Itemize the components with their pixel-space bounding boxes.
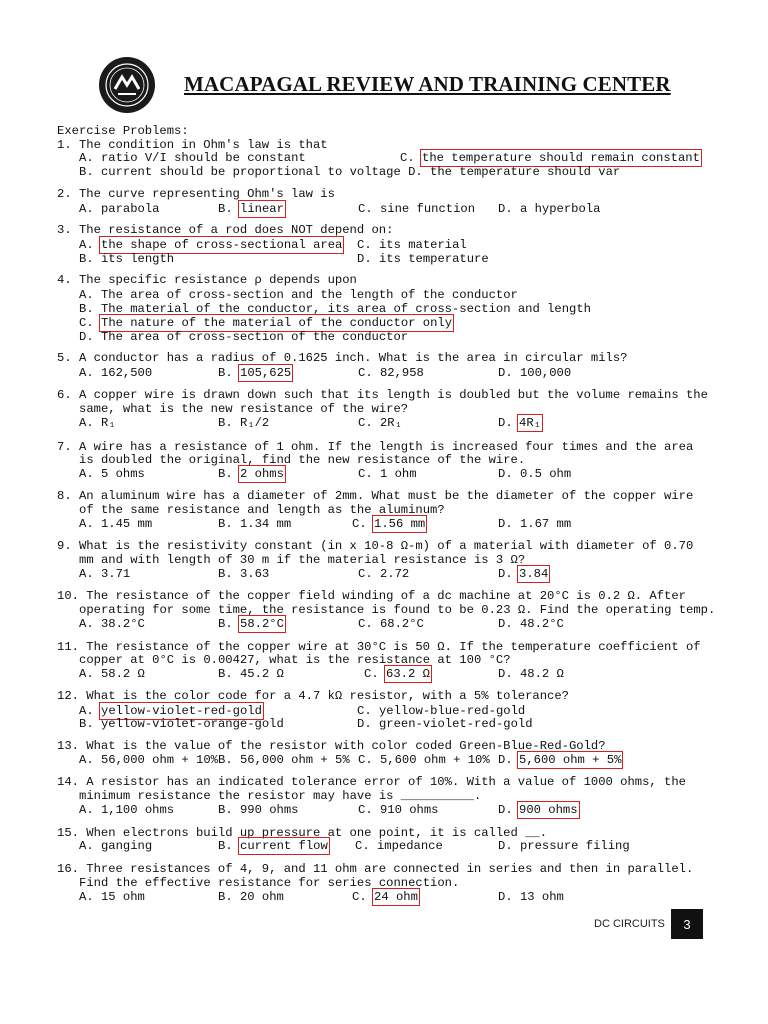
answer-highlight: 5,600 ohm + 5% (519, 753, 622, 767)
answer-highlight: the temperature should remain constant (422, 151, 700, 165)
text-line: same, what is the new resistance of the wire? (79, 402, 409, 416)
answer-highlight: the shape of cross-sectional area (101, 238, 343, 252)
choice-text: C. its material (357, 238, 467, 252)
text-line: A. ganging (79, 839, 153, 853)
text-line: 9. What is the resistivity constant (in x 10-8 Ω-m) of a material with diameter of 0.70 (57, 539, 694, 553)
choice-text: B. (218, 839, 233, 853)
text-line: 14. A resistor has an indicated tolerance error of 10%. With a value of 1000 ohms, the (57, 775, 686, 789)
choice-text: D. a hyperbola (498, 202, 601, 216)
text-line: of the same resistance and length as the aluminum? (79, 503, 445, 517)
answer-highlight: 3.84 (519, 567, 549, 581)
text-line: 11. The resistance of the copper wire at 30°C is 50 Ω. If the temperature coefficient of (57, 640, 701, 654)
text-line: A. 1.45 mm (79, 517, 153, 531)
choice-text: C. yellow-blue-red-gold (357, 704, 526, 718)
text-line: 2. The curve representing Ohm's law is (57, 187, 335, 201)
text-line: Exercise Problems: (57, 124, 189, 138)
choice-text: B. 45.2 Ω (218, 667, 284, 681)
text-line: A. 3.71 (79, 567, 131, 581)
text-line: 5. A conductor has a radius of 0.1625 inch. What is the area in circular mils? (57, 351, 628, 365)
text-line: minimum resistance the resistor may have is __________. (79, 789, 482, 803)
answer-highlight: 1.56 mm (374, 517, 426, 531)
text-line: A. ratio V/I should be constant (79, 151, 306, 165)
text-line: A. 56,000 ohm + 10% (79, 753, 218, 767)
choice-text: C. 910 ohms (358, 803, 439, 817)
text-line: A. R₁ (79, 416, 116, 430)
choice-text: B. R₁/2 (218, 416, 270, 430)
choice-text: C. 2R₁ (358, 416, 402, 430)
choice-text: C. (364, 667, 379, 681)
choice-text: D. 48.2 Ω (498, 667, 564, 681)
answer-highlight: 63.2 Ω (386, 667, 430, 681)
choice-text: D. 100,000 (498, 366, 572, 380)
answer-highlight: 24 ohm (374, 890, 418, 904)
choice-text: B. 56,000 ohm + 5% (218, 753, 350, 767)
choice-text: B. 990 ohms (218, 803, 299, 817)
text-line: A. (79, 704, 94, 718)
text-line: C. (79, 316, 94, 330)
choice-text: B. (218, 366, 233, 380)
text-line: Find the effective resistance for series connection. (79, 876, 460, 890)
choice-text: D. 0.5 ohm (498, 467, 572, 481)
answer-highlight: yellow-violet-red-gold (101, 704, 262, 718)
answer-highlight: 2 ohms (240, 467, 284, 481)
text-line: B. yellow-violet-orange-gold (79, 717, 284, 731)
text-line: 3. The resistance of a rod does NOT depend on: (57, 223, 394, 237)
page-number: 3 (671, 909, 703, 939)
choice-text: D. 1.67 mm (498, 517, 572, 531)
text-line: B. The material of the conductor, its area of cross-section and length (79, 302, 591, 316)
text-line: 7. A wire has a resistance of 1 ohm. If the length is increased four times and the area (57, 440, 694, 454)
text-line: 6. A copper wire is drawn down such that its length is doubled but the volume remains the (57, 388, 708, 402)
text-line: 12. What is the color code for a 4.7 kΩ resistor, with a 5% tolerance? (57, 689, 569, 703)
choice-text: B. 1.34 mm (218, 517, 292, 531)
choice-text: C. impedance (355, 839, 443, 853)
text-line: A. (79, 238, 94, 252)
text-line: D. The area of cross-section of the conductor (79, 330, 409, 344)
choice-text: D. (498, 753, 513, 767)
choice-text: B. 3.63 (218, 567, 270, 581)
choice-text: D. 13 ohm (498, 890, 564, 904)
text-line: 10. The resistance of the copper field winding of a dc machine at 20°C is 0.2 Ω. After (57, 589, 686, 603)
answer-highlight: current flow (240, 839, 328, 853)
answer-highlight: linear (240, 202, 284, 216)
choice-text: B. (218, 617, 233, 631)
answer-highlight: The nature of the material of the conductor only (101, 316, 453, 330)
text-line: is doubled the original, find the new resistance of the wire. (79, 453, 526, 467)
text-line: B. current should be proportional to voltage D. the temperature should var (79, 165, 621, 179)
choice-text: B. (218, 202, 233, 216)
text-line: 16. Three resistances of 4, 9, and 11 ohm are connected in series and then in parallel. (57, 862, 694, 876)
text-line: A. The area of cross-section and the length of the conductor (79, 288, 518, 302)
page-title: MACAPAGAL REVIEW AND TRAINING CENTER (184, 72, 671, 96)
text-line: 8. An aluminum wire has a diameter of 2mm. What must be the diameter of the copper wire (57, 489, 694, 503)
text-line: A. 162,500 (79, 366, 153, 380)
answer-highlight: 4R₁ (519, 416, 541, 430)
choice-text: C. (352, 890, 367, 904)
text-line: A. parabola (79, 202, 160, 216)
choice-text: D. pressure filing (498, 839, 630, 853)
choice-text: C. 68.2°C (358, 617, 424, 631)
choice-text: C. 2.72 (358, 567, 410, 581)
choice-text: D. (498, 803, 513, 817)
text-line: A. 1,100 ohms (79, 803, 175, 817)
text-line: A. 15 ohm (79, 890, 145, 904)
choice-text: C. (352, 517, 367, 531)
choice-text: C. 1 ohm (358, 467, 417, 481)
text-line: 15. When electrons build up pressure at one point, it is called __. (57, 826, 548, 840)
choice-text: D. its temperature (357, 252, 489, 266)
text-line: mm and with length of 30 m if the material resistance is 3 Ω? (79, 553, 526, 567)
choice-text: D. 48.2°C (498, 617, 564, 631)
answer-highlight: 105,625 (240, 366, 292, 380)
footer-section-label: DC CIRCUITS (594, 918, 665, 930)
text-line: operating for some time, the resistance is found to be 0.23 Ω. Find the operating temp. (79, 603, 716, 617)
text-line: 13. What is the value of the resistor with color coded Green-Blue-Red-Gold? (57, 739, 606, 753)
choice-text: D. (498, 416, 513, 430)
text-line: copper at 0°C is 0.00427, what is the resistance at 100 °C? (79, 653, 511, 667)
center-logo-icon (98, 56, 156, 114)
answer-highlight: 58.2°C (240, 617, 284, 631)
choice-text: C. sine function (358, 202, 476, 216)
choice-text: C. 82,958 (358, 366, 424, 380)
text-line: 4. The specific resistance ρ depends upon (57, 273, 357, 287)
answer-highlight: 900 ohms (519, 803, 578, 817)
choice-text: D. (498, 567, 513, 581)
text-line: B. its length (79, 252, 175, 266)
choice-text: B. (218, 467, 233, 481)
text-line: A. 5 ohms (79, 467, 145, 481)
choice-text: C. (400, 151, 415, 165)
choice-text: C. 5,600 ohm + 10% (358, 753, 490, 767)
text-line: 1. The condition in Ohm's law is that (57, 138, 328, 152)
text-line: A. 38.2°C (79, 617, 145, 631)
text-line: A. 58.2 Ω (79, 667, 145, 681)
choice-text: B. 20 ohm (218, 890, 284, 904)
choice-text: D. green-violet-red-gold (357, 717, 533, 731)
